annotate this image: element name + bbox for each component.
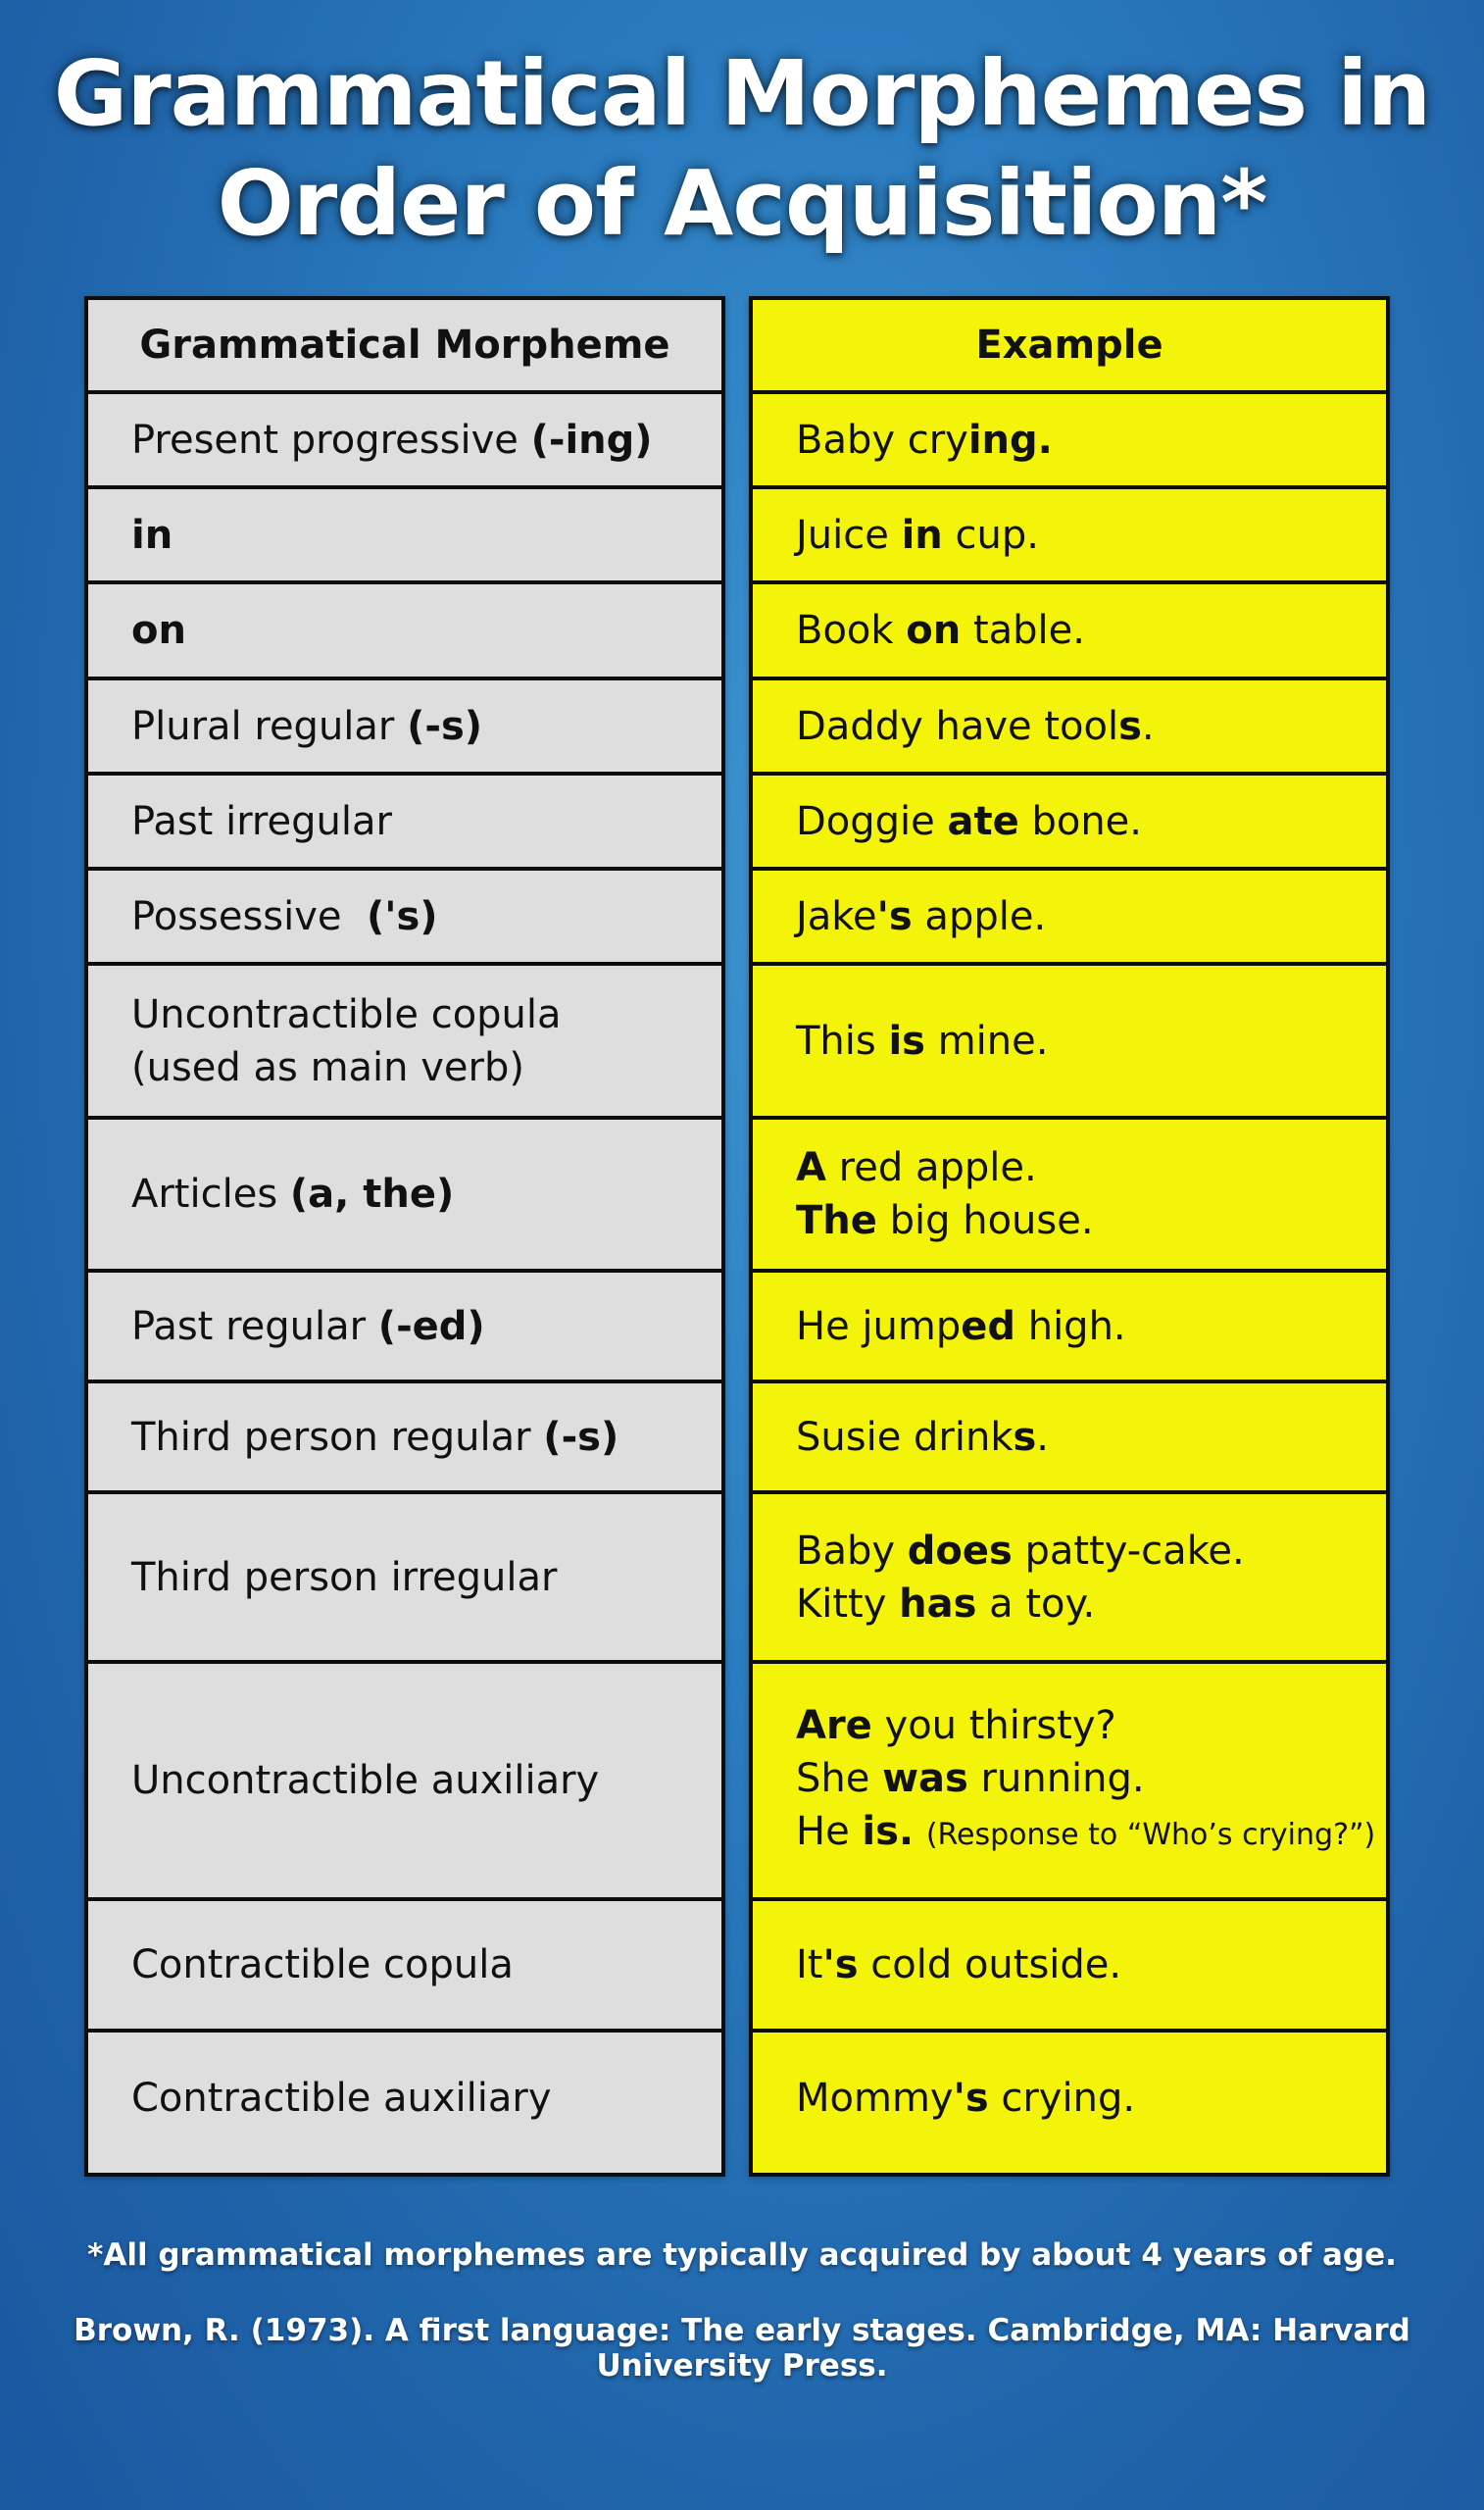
example-cell <box>753 1664 1386 1901</box>
morpheme-label <box>131 890 438 943</box>
bold-morpheme: 's <box>822 1942 859 1987</box>
citation: Brown, R. (1973). A first language: The early stages. Cambridge, MA: Harvard University Press. <box>74 2313 1410 2384</box>
morpheme-cell <box>88 394 721 489</box>
example-line <box>796 1578 1245 1631</box>
morpheme-cell <box>88 966 721 1120</box>
text-segment: Plural regular <box>131 703 408 749</box>
text-segment: Third person irregular <box>131 1554 558 1600</box>
bold-morpheme: is <box>888 1018 925 1064</box>
morpheme-cell <box>88 489 721 584</box>
text-segment: Book <box>796 608 907 653</box>
example-line <box>796 1411 1049 1464</box>
example-lines <box>796 890 1046 943</box>
example-cell <box>753 584 1386 680</box>
text-segment: Doggie <box>796 798 948 844</box>
morpheme-cell <box>88 776 721 871</box>
example-lines <box>796 414 1053 467</box>
example-lines <box>796 1525 1245 1631</box>
bold-morpheme: (-s) <box>543 1414 619 1460</box>
text-segment: Present progressive <box>131 417 531 463</box>
bold-morpheme: s <box>1013 1414 1037 1460</box>
bold-morpheme: (-ed) <box>377 1303 485 1349</box>
example-line <box>796 1194 1094 1247</box>
morpheme-cell <box>88 1273 721 1383</box>
text-segment: Juice <box>796 512 902 558</box>
example-line <box>796 1938 1121 1991</box>
example-line <box>796 2072 1135 2125</box>
text-segment: big house. <box>876 1198 1094 1243</box>
bold-morpheme: on <box>131 608 186 653</box>
text-segment: high. <box>1015 1303 1126 1349</box>
note-text: (Response to “Who’s crying?”) <box>925 1818 1376 1852</box>
bold-morpheme: was <box>882 1756 968 1801</box>
text-segment: a toy. <box>976 1581 1096 1627</box>
example-cell <box>753 776 1386 871</box>
morpheme-cell <box>88 1664 721 1901</box>
bold-morpheme: does <box>907 1528 1013 1574</box>
bold-morpheme: in <box>131 512 173 558</box>
example-line <box>796 795 1142 848</box>
example-cell <box>753 2033 1386 2164</box>
text-segment: Third person regular <box>131 1414 544 1460</box>
text-segment: Jake <box>796 893 877 939</box>
morpheme-cell <box>88 2033 721 2164</box>
example-lines <box>796 700 1155 753</box>
text-segment: Mommy <box>796 2076 954 2121</box>
example-lines <box>796 1699 1375 1862</box>
text-segment: Uncontractible auxiliary <box>131 1758 600 1803</box>
bold-morpheme: (a, the) <box>289 1172 455 1217</box>
morpheme-lines <box>131 988 562 1094</box>
morpheme-label <box>131 1938 514 1991</box>
text-segment: Past regular <box>131 1303 378 1349</box>
bold-morpheme: Are <box>796 1703 872 1748</box>
text-segment: Possessive <box>131 893 367 939</box>
morpheme-label <box>131 1300 485 1353</box>
morpheme-column-header: Grammatical Morpheme <box>88 300 721 394</box>
example-line <box>796 604 1085 657</box>
example-cell <box>753 1273 1386 1383</box>
text-segment: This <box>796 1018 889 1064</box>
title-line-2: Order of Acquisition* <box>217 151 1267 256</box>
text-segment: mine. <box>924 1018 1049 1064</box>
text-segment <box>914 1809 926 1854</box>
text-segment: Susie drink <box>796 1414 1014 1460</box>
text-segment: Articles <box>131 1172 290 1217</box>
example-cell <box>753 1901 1386 2033</box>
example-cell <box>753 1120 1386 1273</box>
text-segment: Past irregular <box>131 798 392 844</box>
example-lines <box>796 1938 1121 1991</box>
morpheme-label <box>131 1551 557 1604</box>
bold-morpheme: A <box>796 1145 826 1190</box>
example-lines <box>796 795 1142 848</box>
example-lines <box>796 1411 1049 1464</box>
morpheme-cell <box>88 680 721 776</box>
example-line <box>796 1525 1245 1578</box>
text-segment: Contractible auxiliary <box>131 2076 552 2121</box>
morpheme-label <box>131 1754 599 1807</box>
example-line <box>796 509 1039 562</box>
morpheme-label <box>131 2072 552 2125</box>
bold-morpheme: in <box>901 512 943 558</box>
bold-morpheme: ('s) <box>366 893 438 939</box>
text-segment: apple. <box>912 893 1047 939</box>
example-lines <box>796 2072 1135 2125</box>
text-segment: He <box>796 1809 863 1854</box>
text-segment: you thirsty? <box>871 1703 1116 1748</box>
example-lines <box>796 1300 1126 1353</box>
morpheme-column <box>84 296 725 2177</box>
example-line <box>796 890 1046 943</box>
text-segment: red apple. <box>825 1145 1037 1190</box>
text-segment: cold outside. <box>858 1942 1122 1987</box>
bold-morpheme: (-s) <box>407 703 483 749</box>
bold-morpheme: ate <box>947 798 1019 844</box>
example-cell <box>753 1383 1386 1494</box>
morpheme-cell <box>88 1901 721 2033</box>
morpheme-label <box>131 1168 454 1221</box>
page-title <box>0 39 1484 259</box>
bold-morpheme: on <box>906 608 962 653</box>
example-line <box>796 1805 1375 1862</box>
morpheme-label <box>131 509 173 562</box>
morpheme-label <box>131 414 653 467</box>
morpheme-cell <box>88 1383 721 1494</box>
text-segment: Contractible copula <box>131 1942 514 1987</box>
morpheme-cell <box>88 1494 721 1664</box>
text-segment: He jump <box>796 1303 962 1349</box>
morpheme-label <box>131 1411 618 1464</box>
text-segment: She <box>796 1756 883 1801</box>
example-line <box>796 1699 1375 1752</box>
morpheme-label <box>131 700 482 753</box>
example-column-header: Example <box>753 300 1386 394</box>
bold-morpheme: (-ing) <box>530 417 653 463</box>
text-segment: cup. <box>942 512 1039 558</box>
morpheme-line: (used as main verb) <box>131 1044 524 1090</box>
bold-morpheme: ed <box>961 1303 1015 1349</box>
morpheme-label <box>131 604 186 657</box>
bold-morpheme: is. <box>862 1809 915 1854</box>
example-cell <box>753 1494 1386 1664</box>
text-segment: . <box>1141 703 1155 749</box>
example-line <box>796 414 1053 467</box>
bold-morpheme: ing. <box>967 417 1053 463</box>
morpheme-cell <box>88 584 721 680</box>
bold-morpheme: 's <box>953 2076 989 2121</box>
title-line-1: Grammatical Morphemes in <box>53 41 1431 146</box>
example-cell <box>753 680 1386 776</box>
bold-morpheme: 's <box>876 893 913 939</box>
bold-morpheme: The <box>796 1198 877 1243</box>
text-segment: table. <box>961 608 1085 653</box>
example-lines <box>796 604 1085 657</box>
text-segment: running. <box>967 1756 1145 1801</box>
example-cell <box>753 394 1386 489</box>
example-line <box>796 1752 1375 1805</box>
example-lines <box>796 1015 1048 1068</box>
text-segment: bone. <box>1018 798 1143 844</box>
example-line <box>796 1141 1094 1194</box>
text-segment: It <box>796 1942 823 1987</box>
example-lines <box>796 1141 1094 1247</box>
text-segment: Daddy have tool <box>796 703 1119 749</box>
example-cell <box>753 966 1386 1120</box>
example-cell <box>753 489 1386 584</box>
text-segment: crying. <box>988 2076 1136 2121</box>
morpheme-label <box>131 795 392 848</box>
example-cell <box>753 871 1386 966</box>
morpheme-cell <box>88 1120 721 1273</box>
morpheme-line: Uncontractible copula <box>131 991 562 1037</box>
example-line <box>796 1015 1048 1068</box>
example-line <box>796 1300 1126 1353</box>
text-segment: Baby cry <box>796 417 968 463</box>
text-segment: patty-cake. <box>1012 1528 1245 1574</box>
text-segment: . <box>1036 1414 1050 1460</box>
morpheme-cell <box>88 871 721 966</box>
example-lines <box>796 509 1039 562</box>
footnote: *All grammatical morphemes are typically acquired by about 4 years of age. <box>87 2237 1397 2273</box>
example-line <box>796 700 1155 753</box>
bold-morpheme: s <box>1118 703 1142 749</box>
text-segment: Kitty <box>796 1581 900 1627</box>
text-segment: Baby <box>796 1528 908 1574</box>
bold-morpheme: has <box>899 1581 977 1627</box>
example-column <box>749 296 1390 2177</box>
